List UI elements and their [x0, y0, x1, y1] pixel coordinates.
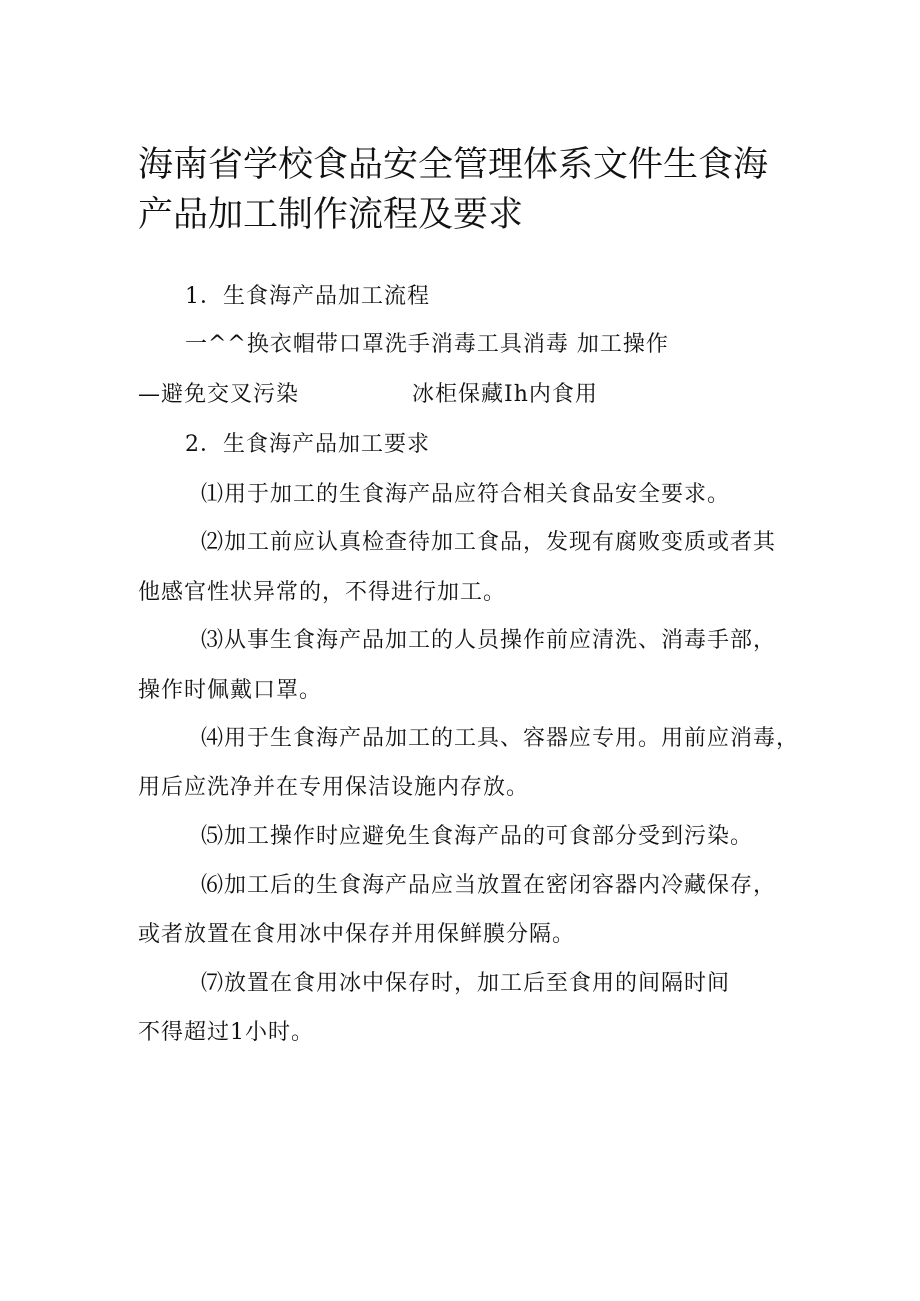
requirement-item-3-line1: ⑶从事生食海产品加工的人员操作前应清洗、消毒手部， — [201, 628, 777, 653]
process-flow-line1: 一^^换衣帽带口罩洗手消毒工具消毒 加工操作 — [185, 332, 669, 357]
process-flow-line2-right: 冰柜保藏Ih内食用 — [412, 382, 598, 407]
section1-heading: 1．生食海产品加工流程 — [185, 284, 430, 309]
requirement-item-2-line2: 他感官性状异常的，不得进行加工。 — [138, 580, 507, 605]
document-title: 海南省学校食品安全管理体系文件生食海产品加工制作流程及要求 — [138, 145, 769, 235]
requirement-item-6-line1: ⑹加工后的生食海产品应当放置在密闭容器内冷藏保存， — [201, 873, 777, 898]
requirement-item-5: ⑸加工操作时应避免生食海产品的可食部分受到污染。 — [201, 824, 754, 849]
requirement-item-1: ⑴用于加工的生食海产品应符合相关食品安全要求。 — [201, 482, 731, 507]
section2-heading: 2．生食海产品加工要求 — [185, 432, 430, 457]
requirement-item-7-line2: 不得超过1小时。 — [138, 1020, 314, 1045]
requirement-item-4-line2: 用后应洗净并在专用保洁设施内存放。 — [138, 775, 530, 800]
requirement-item-7-line1: ⑺放置在食用冰中保存时，加工后至食用的间隔时间 — [201, 971, 731, 996]
requirement-item-6-line2: 或者放置在食用冰中保存并用保鲜膜分隔。 — [138, 922, 576, 947]
requirement-item-2-line1: ⑵加工前应认真检查待加工食品，发现有腐败变质或者其 — [201, 530, 777, 555]
requirement-item-3-line2: 操作时佩戴口罩。 — [138, 678, 323, 703]
requirement-item-4-line1: ⑷用于生食海产品加工的工具、容器应专用。用前应消毒， — [201, 726, 800, 751]
process-flow-line2-left: —避免交叉污染 — [138, 382, 300, 407]
